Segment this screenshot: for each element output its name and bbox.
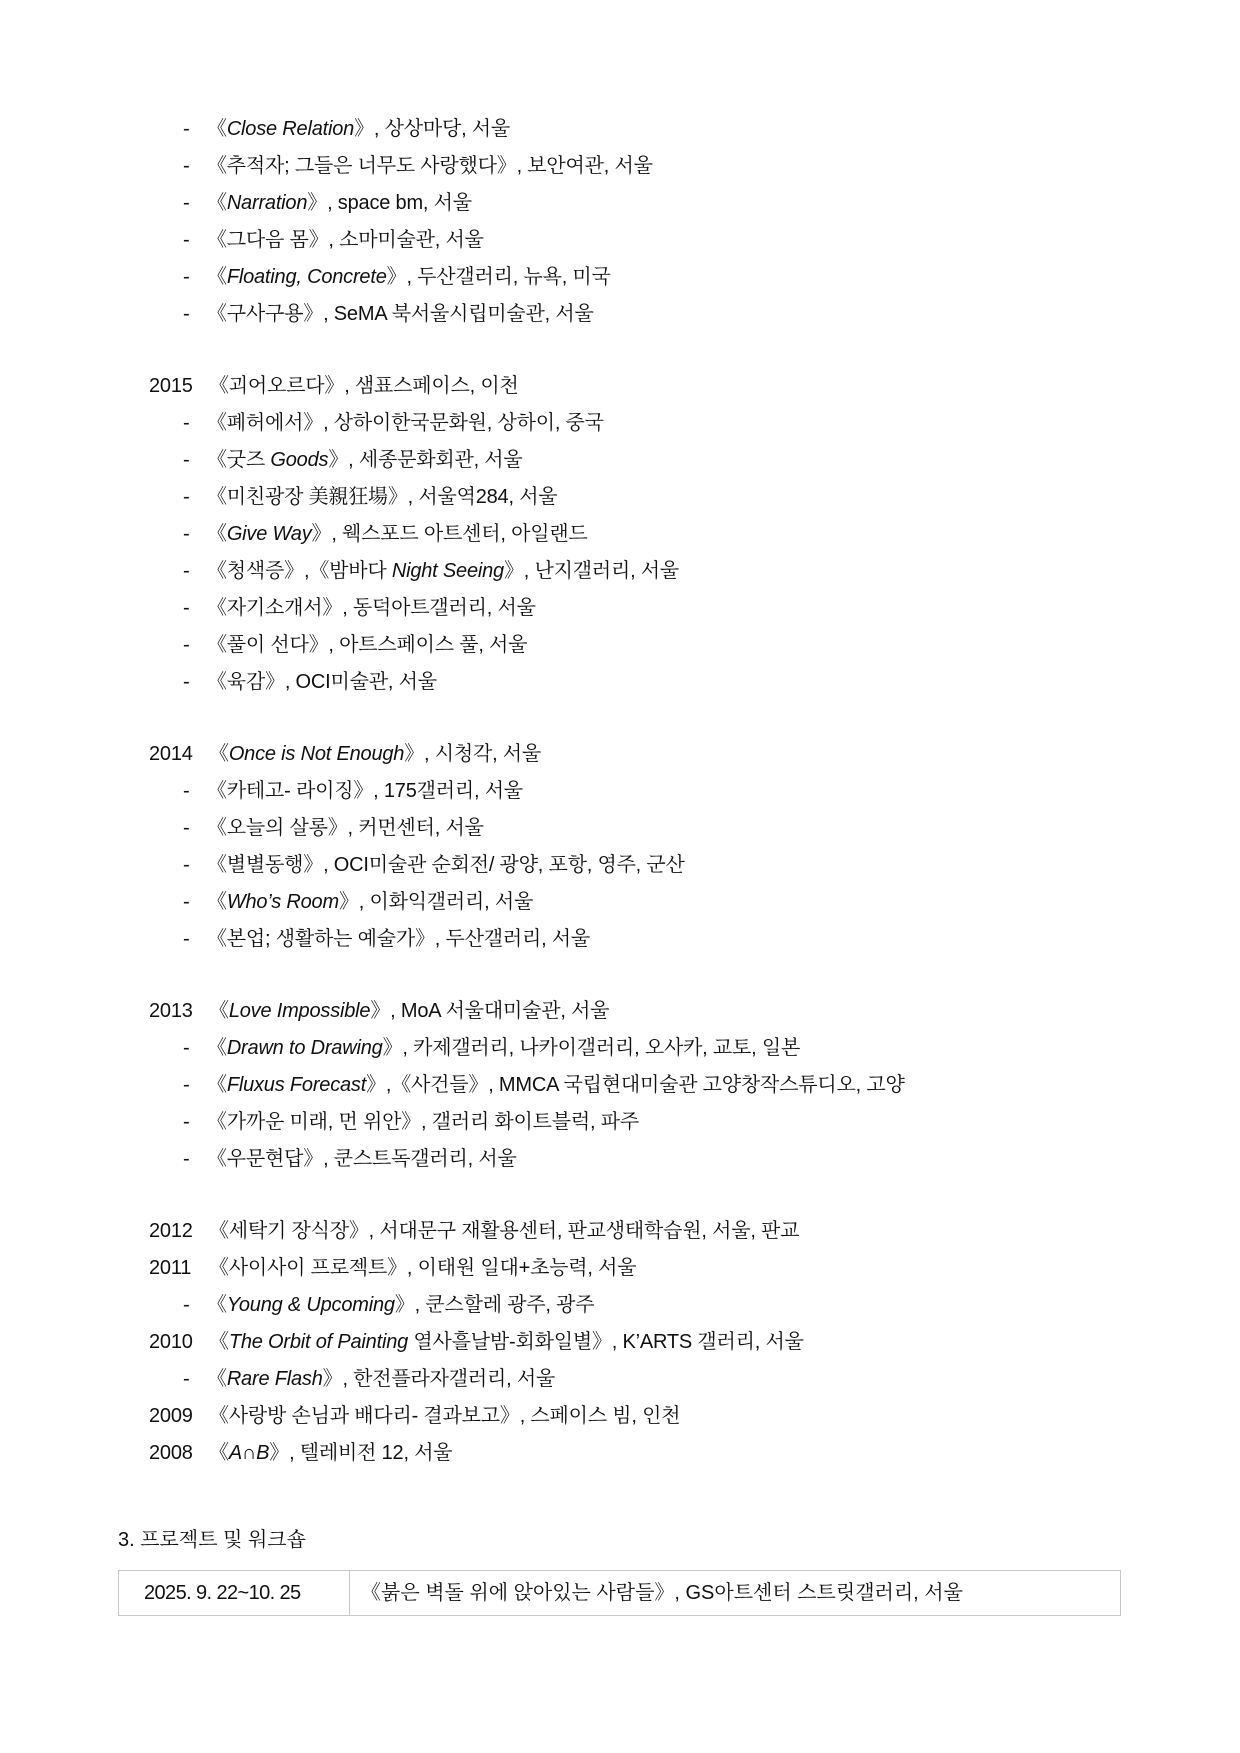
exhibition-text-segment: 《 [209, 743, 229, 765]
exhibition-text [207, 409, 604, 437]
exhibition-text [207, 594, 536, 622]
exhibition-text [207, 446, 523, 474]
exhibition-text-segment: 《 [207, 118, 227, 140]
exhibition-title-italic: Rare Flash [226, 1368, 323, 1390]
exhibition-text-segment: 《 [207, 266, 227, 288]
bullet-dash: - [183, 1074, 190, 1096]
exhibition-title-italic: Young & Upcoming [226, 1294, 395, 1316]
bullet-dash: - [183, 118, 190, 140]
exhibition-text-segment: 《 [209, 1442, 229, 1464]
bullet-dash: - [183, 597, 190, 619]
exhibition-title-italic: Love Impossible [228, 1000, 371, 1022]
exhibition-title-italic: Night Seeing [391, 560, 504, 582]
exhibition-text-segment: 》, MoA 서울대미술관, 서울 [370, 1000, 610, 1022]
bullet-dash: - [183, 449, 190, 471]
exhibition-text [207, 925, 590, 953]
exhibition-text-segment: 《풀이 선다》, 아트스페이스 풀, 서울 [207, 634, 528, 656]
bullet-dash: - [183, 928, 190, 950]
exhibition-text-segment: 《구사구용》, SeMA 북서울시립미술관, 서울 [207, 303, 594, 325]
exhibition-title-italic: Drawn to Drawing [226, 1037, 383, 1059]
exhibition-text-segment: 《괴어오르다》, 샘표스페이스, 이천 [209, 375, 519, 397]
exhibition-text [207, 777, 523, 805]
bullet-dash: - [183, 1111, 190, 1133]
exhibition-text-segment: 《 [209, 1000, 229, 1022]
exhibition-text-segment: 《폐허에서》, 상하이한국문화원, 상하이, 중국 [207, 412, 604, 434]
exhibition-text-segment: 》, 세종문화회관, 서울 [328, 449, 523, 471]
exhibition-text-segment: 》, 쿤스할레 광주, 광주 [394, 1294, 595, 1316]
exhibition-text [207, 668, 437, 696]
year-label: 2012 [149, 1220, 193, 1242]
exhibition-text-segment: 《청색증》,《밤바다 [207, 560, 392, 582]
year-label: 2011 [149, 1257, 192, 1279]
exhibition-text-segment: 》, 카제갤러리, 나카이갤러리, 오사카, 교토, 일본 [382, 1037, 801, 1059]
exhibition-text [207, 189, 472, 217]
exhibition-text [209, 1217, 799, 1245]
exhibition-text-segment: 《 [207, 1294, 227, 1316]
exhibition-text-segment: 《육감》, OCI미술관, 서울 [207, 671, 437, 693]
exhibition-title-italic: Give Way [226, 523, 312, 545]
exhibition-text-segment: 《미친광장 美親狂場》, 서울역284, 서울 [207, 486, 558, 508]
exhibition-text-segment: 《가까운 미래, 먼 위안》, 갤러리 화이트블럭, 파주 [207, 1111, 639, 1133]
exhibition-text-segment: 《그다음 몸》, 소마미술관, 서울 [207, 229, 484, 251]
exhibition-text-segment: 《 [207, 523, 227, 545]
exhibition-text [207, 1291, 594, 1319]
exhibition-text-segment: 》, 두산갤러리, 뉴욕, 미국 [386, 266, 611, 288]
exhibition-text [207, 520, 588, 548]
exhibition-text [207, 1365, 555, 1393]
exhibition-text [207, 888, 533, 916]
exhibition-text-segment: 》, 난지갤러리, 서울 [503, 560, 680, 582]
year-label: 2009 [149, 1405, 193, 1427]
exhibition-text-segment: 《추적자; 그들은 너무도 사랑했다》, 보안여관, 서울 [207, 155, 653, 177]
exhibition-title-italic: A∩B [228, 1442, 270, 1464]
exhibition-text-segment: 《세탁기 장식장》, 서대문구 재활용센터, 판교생태학습원, 서울, 판교 [209, 1220, 800, 1242]
exhibition-text [207, 557, 679, 585]
exhibition-text-segment: 《사이사이 프로젝트》, 이태원 일대+초능력, 서울 [209, 1257, 637, 1279]
exhibition-text [209, 1328, 804, 1356]
year-label: 2015 [149, 375, 193, 397]
exhibition-text-segment: 》, 시청각, 서울 [404, 743, 542, 765]
exhibition-text [207, 1034, 800, 1062]
bullet-dash: - [183, 229, 190, 251]
year-label: 2008 [149, 1442, 193, 1464]
exhibition-text-segment: 》, 한전플라자갤러리, 서울 [322, 1368, 556, 1390]
exhibition-text-segment: 《 [207, 1368, 227, 1390]
exhibition-text-segment: 《굿즈 [207, 449, 271, 471]
bullet-dash: - [183, 817, 190, 839]
exhibition-text-segment: 《별별동행》, OCI미술관 순회전/ 광양, 포항, 영주, 군산 [207, 854, 685, 876]
bullet-dash: - [183, 155, 190, 177]
exhibition-text-segment: 열사흘날밤-회화일별》, K’ARTS 갤러리, 서울 [408, 1331, 804, 1353]
exhibition-text [207, 814, 484, 842]
exhibition-title-italic: Who’s Room [226, 891, 339, 913]
exhibition-title-italic: Goods [270, 449, 329, 471]
project-description-cell: 《붉은 벽돌 위에 앉아있는 사람들》, GS아트센터 스트릿갤러리, 서울 [361, 1582, 963, 1604]
exhibition-text [209, 1402, 680, 1430]
exhibition-text-segment: 》, 텔레비전 12, 서울 [269, 1442, 453, 1464]
exhibition-text-segment: 《 [207, 1074, 227, 1096]
section-title: 3. 프로젝트 및 워크숍 [118, 1529, 306, 1551]
bullet-dash: - [183, 192, 190, 214]
exhibition-text [207, 263, 611, 291]
exhibition-text [207, 1108, 639, 1136]
exhibition-text [209, 372, 519, 400]
project-table [118, 1570, 1121, 1616]
exhibition-text-segment: 《우문현답》, 쿤스트독갤러리, 서울 [207, 1148, 517, 1170]
exhibition-text [209, 1254, 636, 1282]
exhibition-text [207, 300, 594, 328]
exhibition-title-italic: Fluxus Forecast [226, 1074, 367, 1096]
exhibition-text [207, 115, 510, 143]
bullet-dash: - [183, 266, 190, 288]
bullet-dash: - [183, 891, 190, 913]
exhibition-text-segment: 《본업; 생활하는 예술가》, 두산갤러리, 서울 [207, 928, 591, 950]
exhibition-title-italic: Narration [226, 192, 308, 214]
exhibition-text [209, 740, 541, 768]
bullet-dash: - [183, 523, 190, 545]
year-label: 2013 [149, 1000, 193, 1022]
exhibition-text-segment: 《사랑방 손님과 배다리- 결과보고》, 스페이스 빔, 인천 [209, 1405, 681, 1427]
exhibition-text-segment: 》, 웩스포드 아트센터, 아일랜드 [311, 523, 588, 545]
exhibition-text-segment: 》, 이화익갤러리, 서울 [338, 891, 534, 913]
bullet-dash: - [183, 634, 190, 656]
bullet-dash: - [183, 854, 190, 876]
year-label: 2010 [149, 1331, 193, 1353]
exhibition-text [207, 226, 484, 254]
exhibition-text [207, 483, 557, 511]
exhibition-text [207, 631, 527, 659]
exhibition-text-segment: 》, space bm, 서울 [307, 192, 472, 214]
exhibition-title-italic: The Orbit of Painting [228, 1331, 409, 1353]
exhibition-text-segment: 《 [207, 891, 227, 913]
exhibition-text-segment: 《카테고- 라이징》, 175갤러리, 서울 [207, 780, 523, 802]
exhibition-title-italic: Once is Not Enough [228, 743, 405, 765]
bullet-dash: - [183, 671, 190, 693]
bullet-dash: - [183, 303, 190, 325]
exhibition-text-segment: 《 [207, 1037, 227, 1059]
exhibition-text-segment: 》, 상상마당, 서울 [354, 118, 511, 140]
exhibition-text-segment: 《 [209, 1331, 229, 1353]
exhibition-text [207, 152, 653, 180]
project-date-cell: 2025. 9. 22~10. 25 [119, 1571, 350, 1615]
bullet-dash: - [183, 780, 190, 802]
bullet-dash: - [183, 1148, 190, 1170]
exhibition-text [207, 1071, 905, 1099]
bullet-dash: - [183, 1368, 190, 1390]
bullet-dash: - [183, 486, 190, 508]
exhibition-text-segment: 《자기소개서》, 동덕아트갤러리, 서울 [207, 597, 536, 619]
year-label: 2014 [149, 743, 193, 765]
exhibition-text-segment: 《 [207, 192, 227, 214]
exhibition-text [209, 997, 609, 1025]
exhibition-text [207, 851, 685, 879]
exhibition-text [209, 1439, 452, 1467]
exhibition-text [207, 1145, 517, 1173]
bullet-dash: - [183, 1294, 190, 1316]
bullet-dash: - [183, 1037, 190, 1059]
bullet-dash: - [183, 560, 190, 582]
exhibition-text-segment: 《오늘의 살롱》, 커먼센터, 서울 [207, 817, 484, 839]
bullet-dash: - [183, 412, 190, 434]
exhibition-title-italic: Floating, Concrete [226, 266, 387, 288]
exhibition-title-italic: Close Relation [226, 118, 355, 140]
exhibition-text-segment: 》,《사건들》, MMCA 국립현대미술관 고양창작스튜디오, 고양 [366, 1074, 905, 1096]
